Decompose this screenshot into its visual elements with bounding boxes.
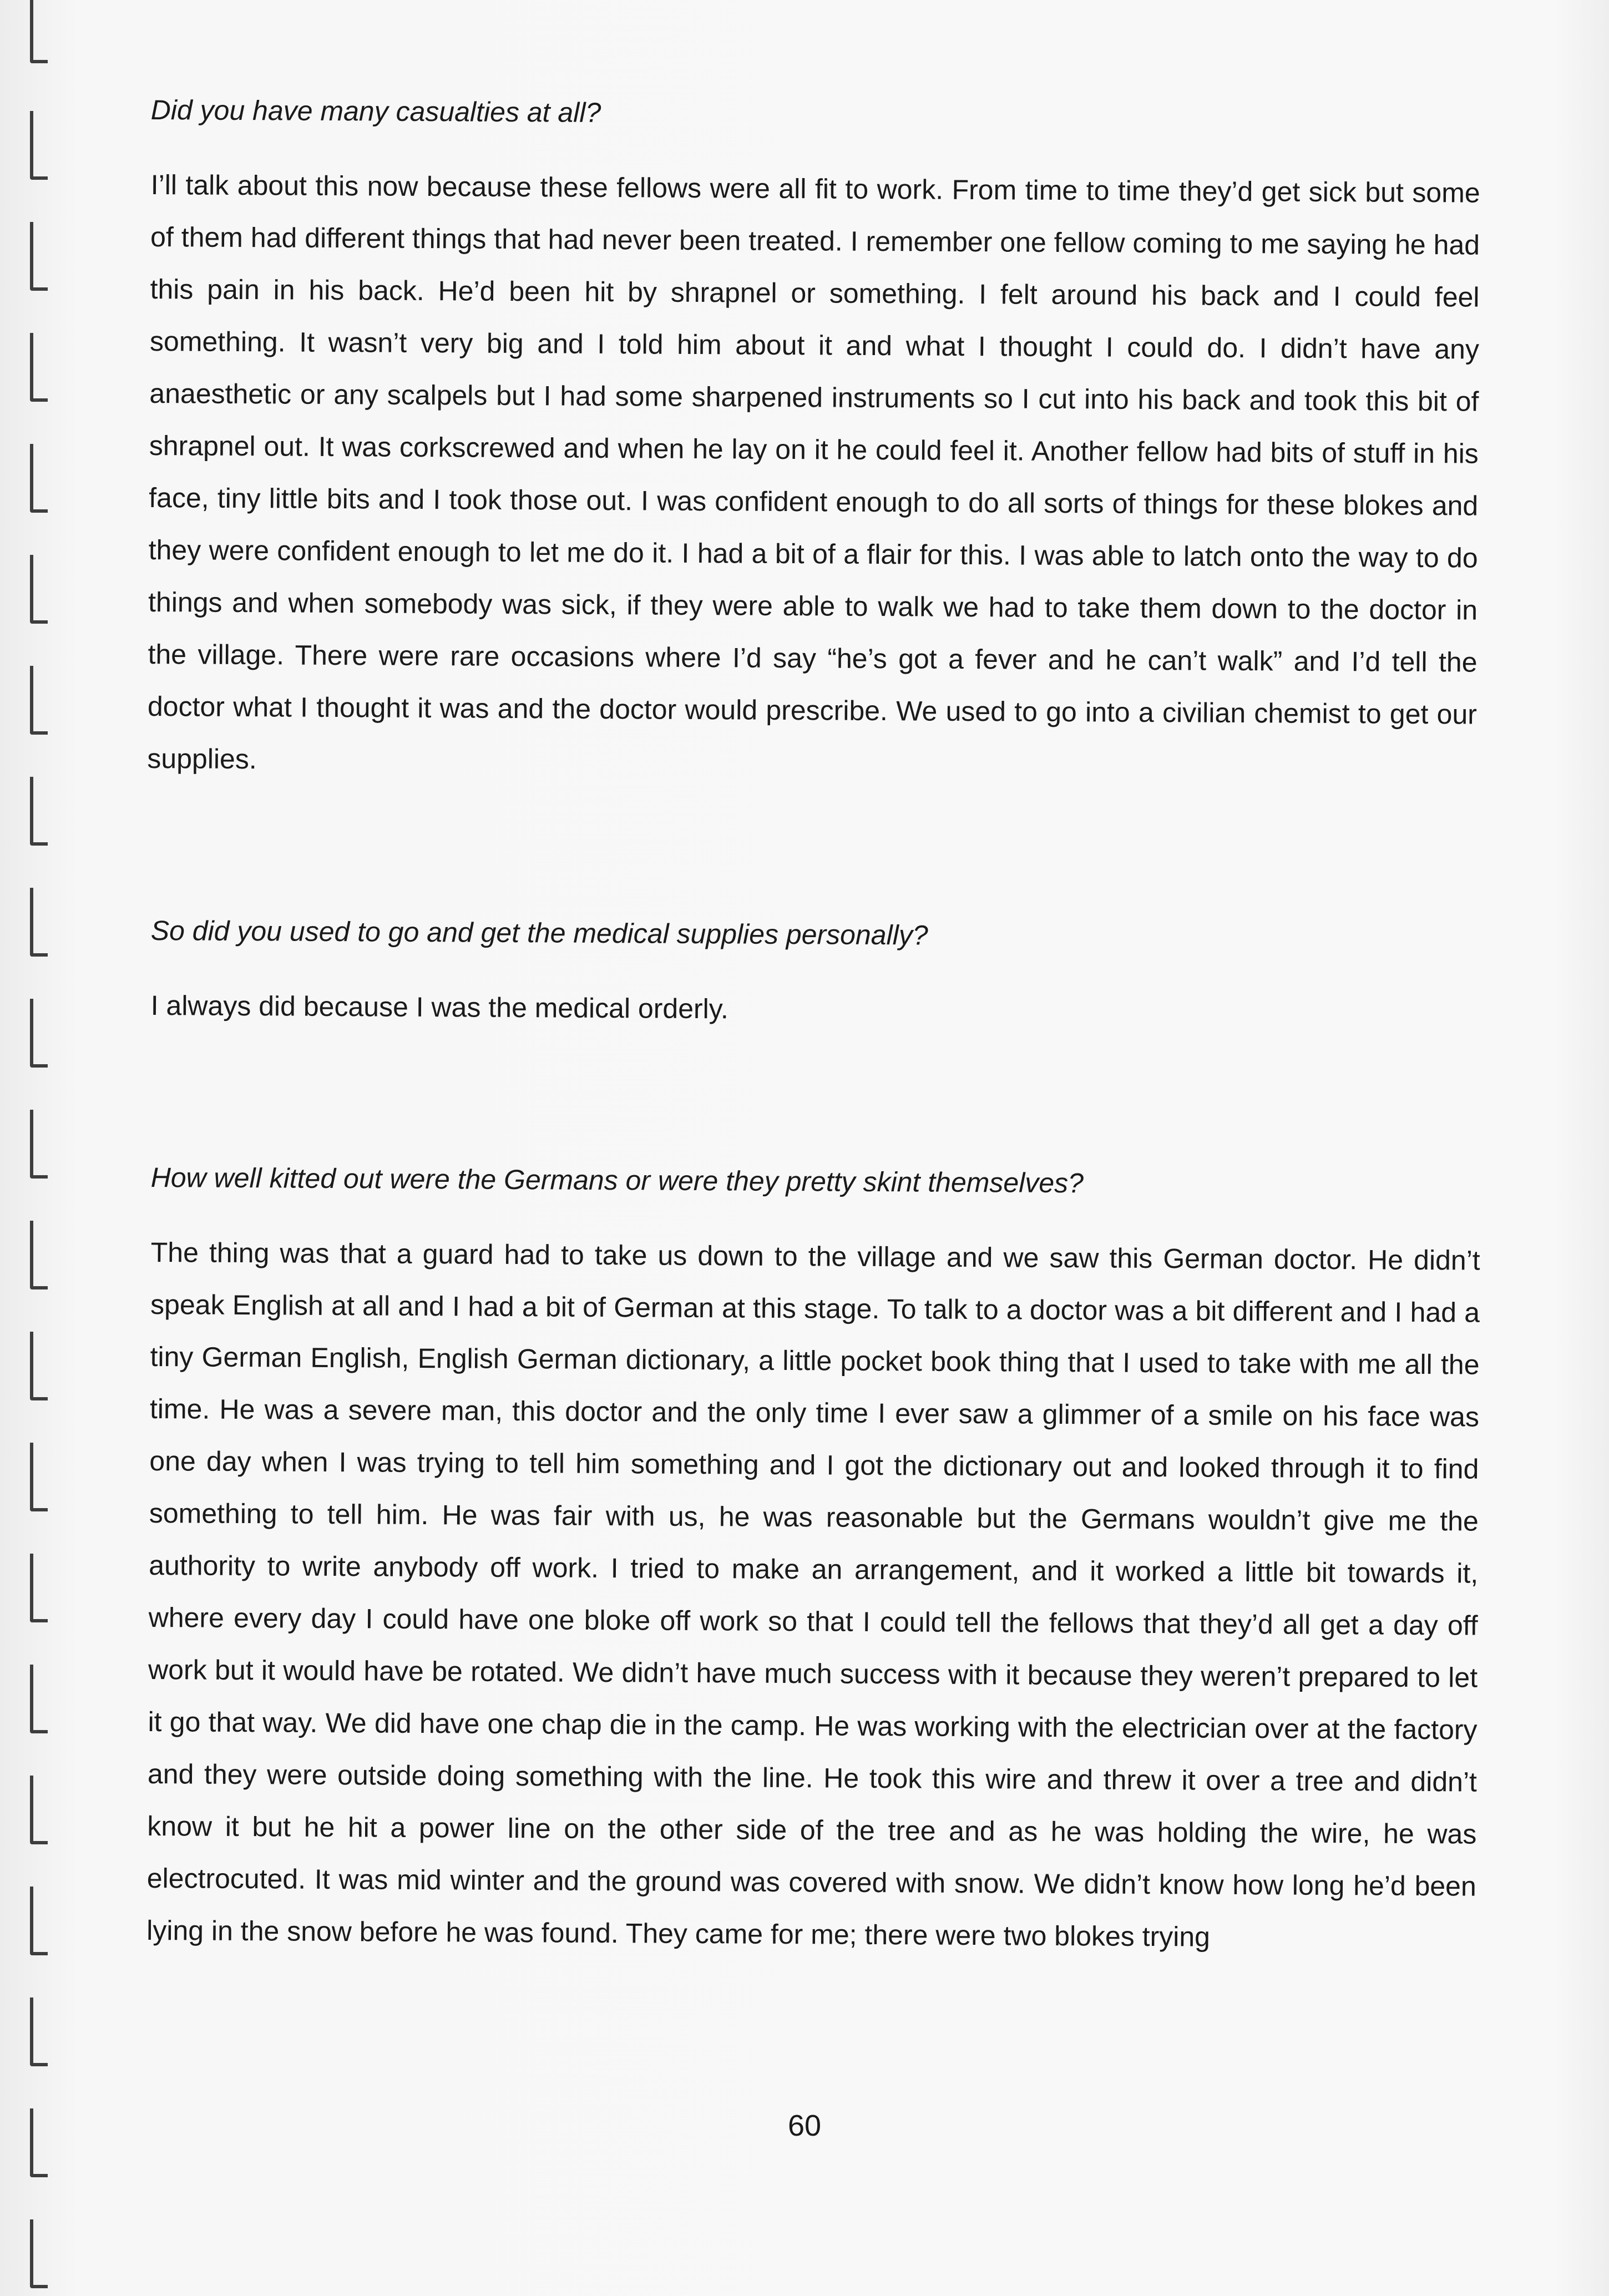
- interview-answer: I’ll talk about this now because these fellows were all fit to work. From time to time they’d get sick but some of them had different things that had never been treated. I remember one fellow coming to me saying he had this pain in his back. He’d been hit by shrapnel or something. I felt around his back and I could feel something. It wasn’t very big and I told him about it and what I thought I could do. I didn’t have any anaesthetic or any scalpels but I had some sharpened instruments so I cut into his back and took this bit of shrapnel out. It was corkscrewed and when he lay on it he could feel it. Another fellow had bits of stuff in his face, tiny little bits and I took those out. I was confident enough to do all sorts of things for these blokes and they were confident enough to let me do it. I had a bit of a flair for this. I was able to latch onto the way to do things and when somebody was sick, if they were able to walk we had to take them down to the doctor in the village. There were rare occasions where I’d say “he’s got a fever and he can’t walk” and I’d tell the doctor what I thought it was and the doctor would prescribe. We used to go into a civilian chemist to get our supplies.: [147, 169, 1480, 775]
- interview-question: Did you have many casualties at all?: [150, 94, 601, 128]
- transcript-body: [146, 83, 1480, 1956]
- page-number: 60: [787, 2109, 822, 2142]
- interview-question: How well kitted out were the Germans or were they pretty skint themselves?: [150, 1161, 1084, 1199]
- interview-answer: I always did because I was the medical orderly.: [150, 989, 729, 1025]
- interview-question: So did you used to go and get the medical supplies personally?: [150, 914, 928, 951]
- interview-answer: The thing was that a guard had to take us down to the village and we saw this German doctor. He didn’t speak English at all and I had a bit of German at this stage. To talk to a doctor was a bit different and I had a tiny German English, English German dictionary, a little pocket book thing that I used to take with me all the time. He was a severe man, this doctor and the only time I ever saw a glimmer of a smile on his face was one day when I was trying to tell him something and I got the dictionary out and looked through it to find something to tell him. He was fair with us, he was reasonable but the Germans wouldn’t give me the authority to write anybody off work. I tried to make an arrangement, and it worked a little bit towards it, where every day I could have one bloke off work so that I could tell the fellows that they’d all get a day off work but it would have be rotated. We didn’t have much success with it because they weren’t prepared to let it go that way. We did have one chap die in the camp. He was working with the electrician over at the factory and they were outside doing something with the line. He took this wire and threw it over a tree and didn’t know it but he hit a power line on the other side of the tree and as he was holding the wire, he was electrocuted. It was mid winter and the ground was covered with snow. We didn’t know how long he’d been lying in the snow before he was found. They came for me; there were two blokes trying: [146, 1236, 1480, 1953]
- spiral-binding: [22, 0, 55, 2296]
